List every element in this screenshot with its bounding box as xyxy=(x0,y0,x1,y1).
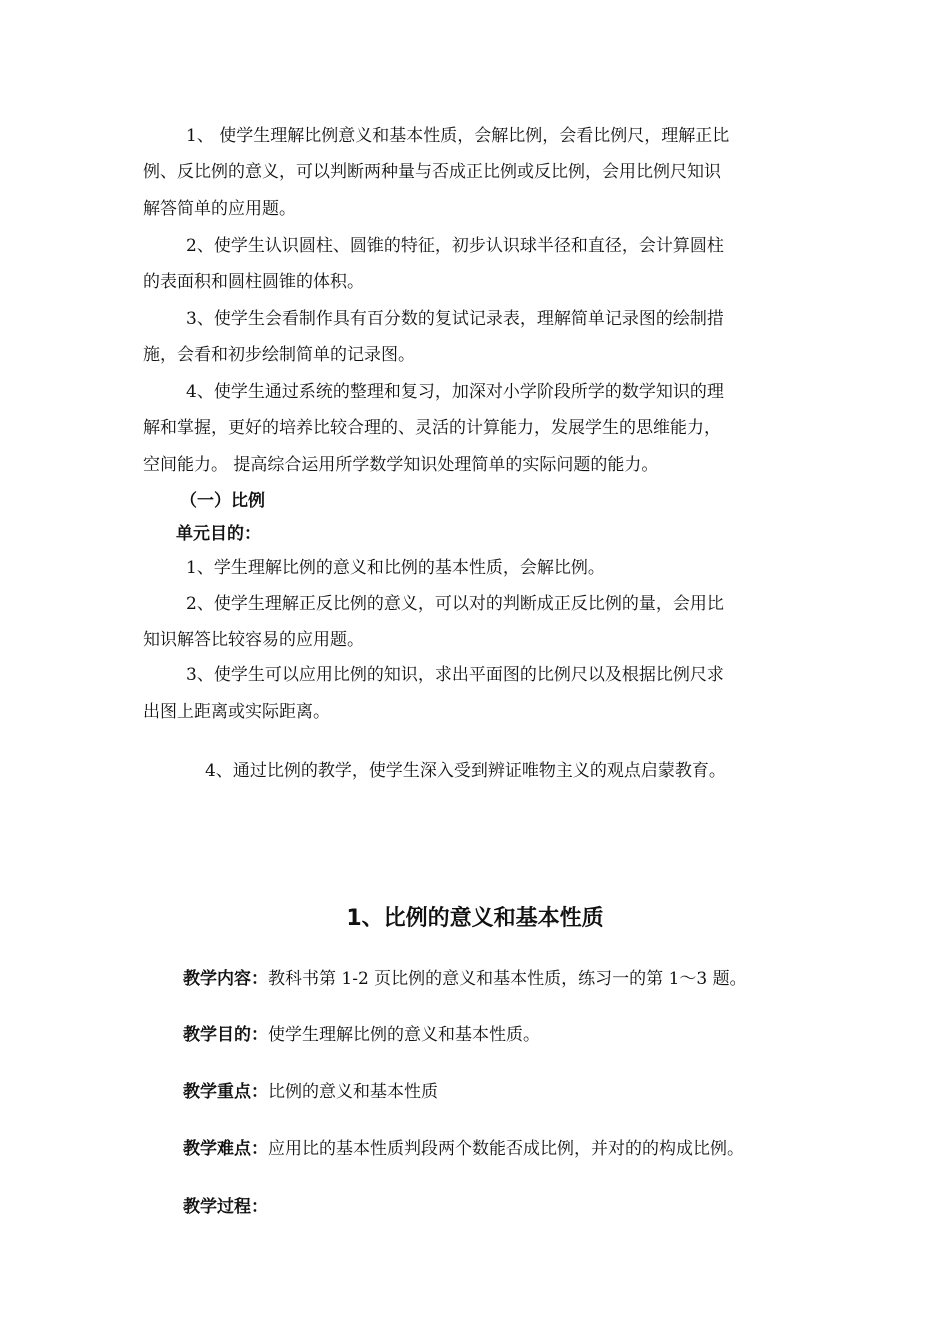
lesson-focus-label: 教学重点： xyxy=(183,1082,268,1102)
intro-p3-line-1: 3、使学生会看制作具有百分数的复试记录表，理解简单记录图的绘制措 xyxy=(186,309,724,329)
unit-goal-4: 4、通过比例的教学，使学生深入受到辨证唯物主义的观点启蒙教育。 xyxy=(205,761,726,781)
unit-goal-2-line-2: 知识解答比较容易的应用题。 xyxy=(143,630,364,650)
intro-p3-line-2: 施，会看和初步绘制简单的记录图。 xyxy=(143,345,415,365)
intro-p1-line-1: 1、 使学生理解比例意义和基本性质，会解比例，会看比例尺，理解正比 xyxy=(186,126,730,146)
lesson-title: 1、比例的意义和基本性质 xyxy=(346,906,604,931)
lesson-goal-row xyxy=(183,1023,823,1047)
lesson-difficulty-label: 教学难点： xyxy=(183,1139,268,1159)
lesson-difficulty-value: 应用比的基本性质判段两个数能否成比例，并对的的构成比例。 xyxy=(268,1139,744,1159)
unit-goal-3-line-1: 3、使学生可以应用比例的知识，求出平面图的比例尺以及根据比例尺求 xyxy=(186,665,724,685)
unit-goal-3-line-2: 出图上距离或实际距离。 xyxy=(143,702,330,722)
lesson-content-label: 教学内容： xyxy=(183,969,268,989)
unit-goal-label: 单元目的： xyxy=(176,524,261,544)
lesson-goal-label: 教学目的： xyxy=(183,1025,268,1045)
lesson-process-label: 教学过程： xyxy=(183,1197,268,1217)
lesson-content-row xyxy=(183,967,823,991)
intro-p2-line-1: 2、使学生认识圆柱、圆锥的特征，初步认识球半径和直径，会计算圆柱 xyxy=(186,236,724,256)
intro-p4-line-1: 4、使学生通过系统的整理和复习，加深对小学阶段所学的数学知识的理 xyxy=(186,382,724,402)
lesson-goal-value: 使学生理解比例的意义和基本性质。 xyxy=(268,1025,540,1045)
intro-p4-line-3: 空间能力。 提高综合运用所学数学知识处理简单的实际问题的能力。 xyxy=(143,455,659,475)
lesson-focus-row xyxy=(183,1080,823,1104)
lesson-content-value: 教科书第 1-2 页比例的意义和基本性质，练习一的第 1～3 题。 xyxy=(268,969,747,989)
lesson-focus-value: 比例的意义和基本性质 xyxy=(268,1082,438,1102)
intro-p1-line-3: 解答简单的应用题。 xyxy=(143,199,296,219)
intro-p1-line-2: 例、反比例的意义，可以判断两种量与否成正比例或反比例，会用比例尺知识 xyxy=(143,162,721,182)
unit-goal-1: 1、学生理解比例的意义和比例的基本性质，会解比例。 xyxy=(186,558,605,578)
lesson-difficulty-row xyxy=(183,1137,823,1161)
lesson-process-row xyxy=(183,1195,823,1219)
unit-goal-2-line-1: 2、使学生理解正反比例的意义，可以对的判断成正反比例的量，会用比 xyxy=(186,594,724,614)
intro-p2-line-2: 的表面积和圆柱圆锥的体积。 xyxy=(143,272,364,292)
intro-p4-line-2: 解和掌握，更好的培养比较合理的、灵活的计算能力，发展学生的思维能力， xyxy=(143,418,721,438)
section-heading: （一）比例 xyxy=(180,491,265,511)
